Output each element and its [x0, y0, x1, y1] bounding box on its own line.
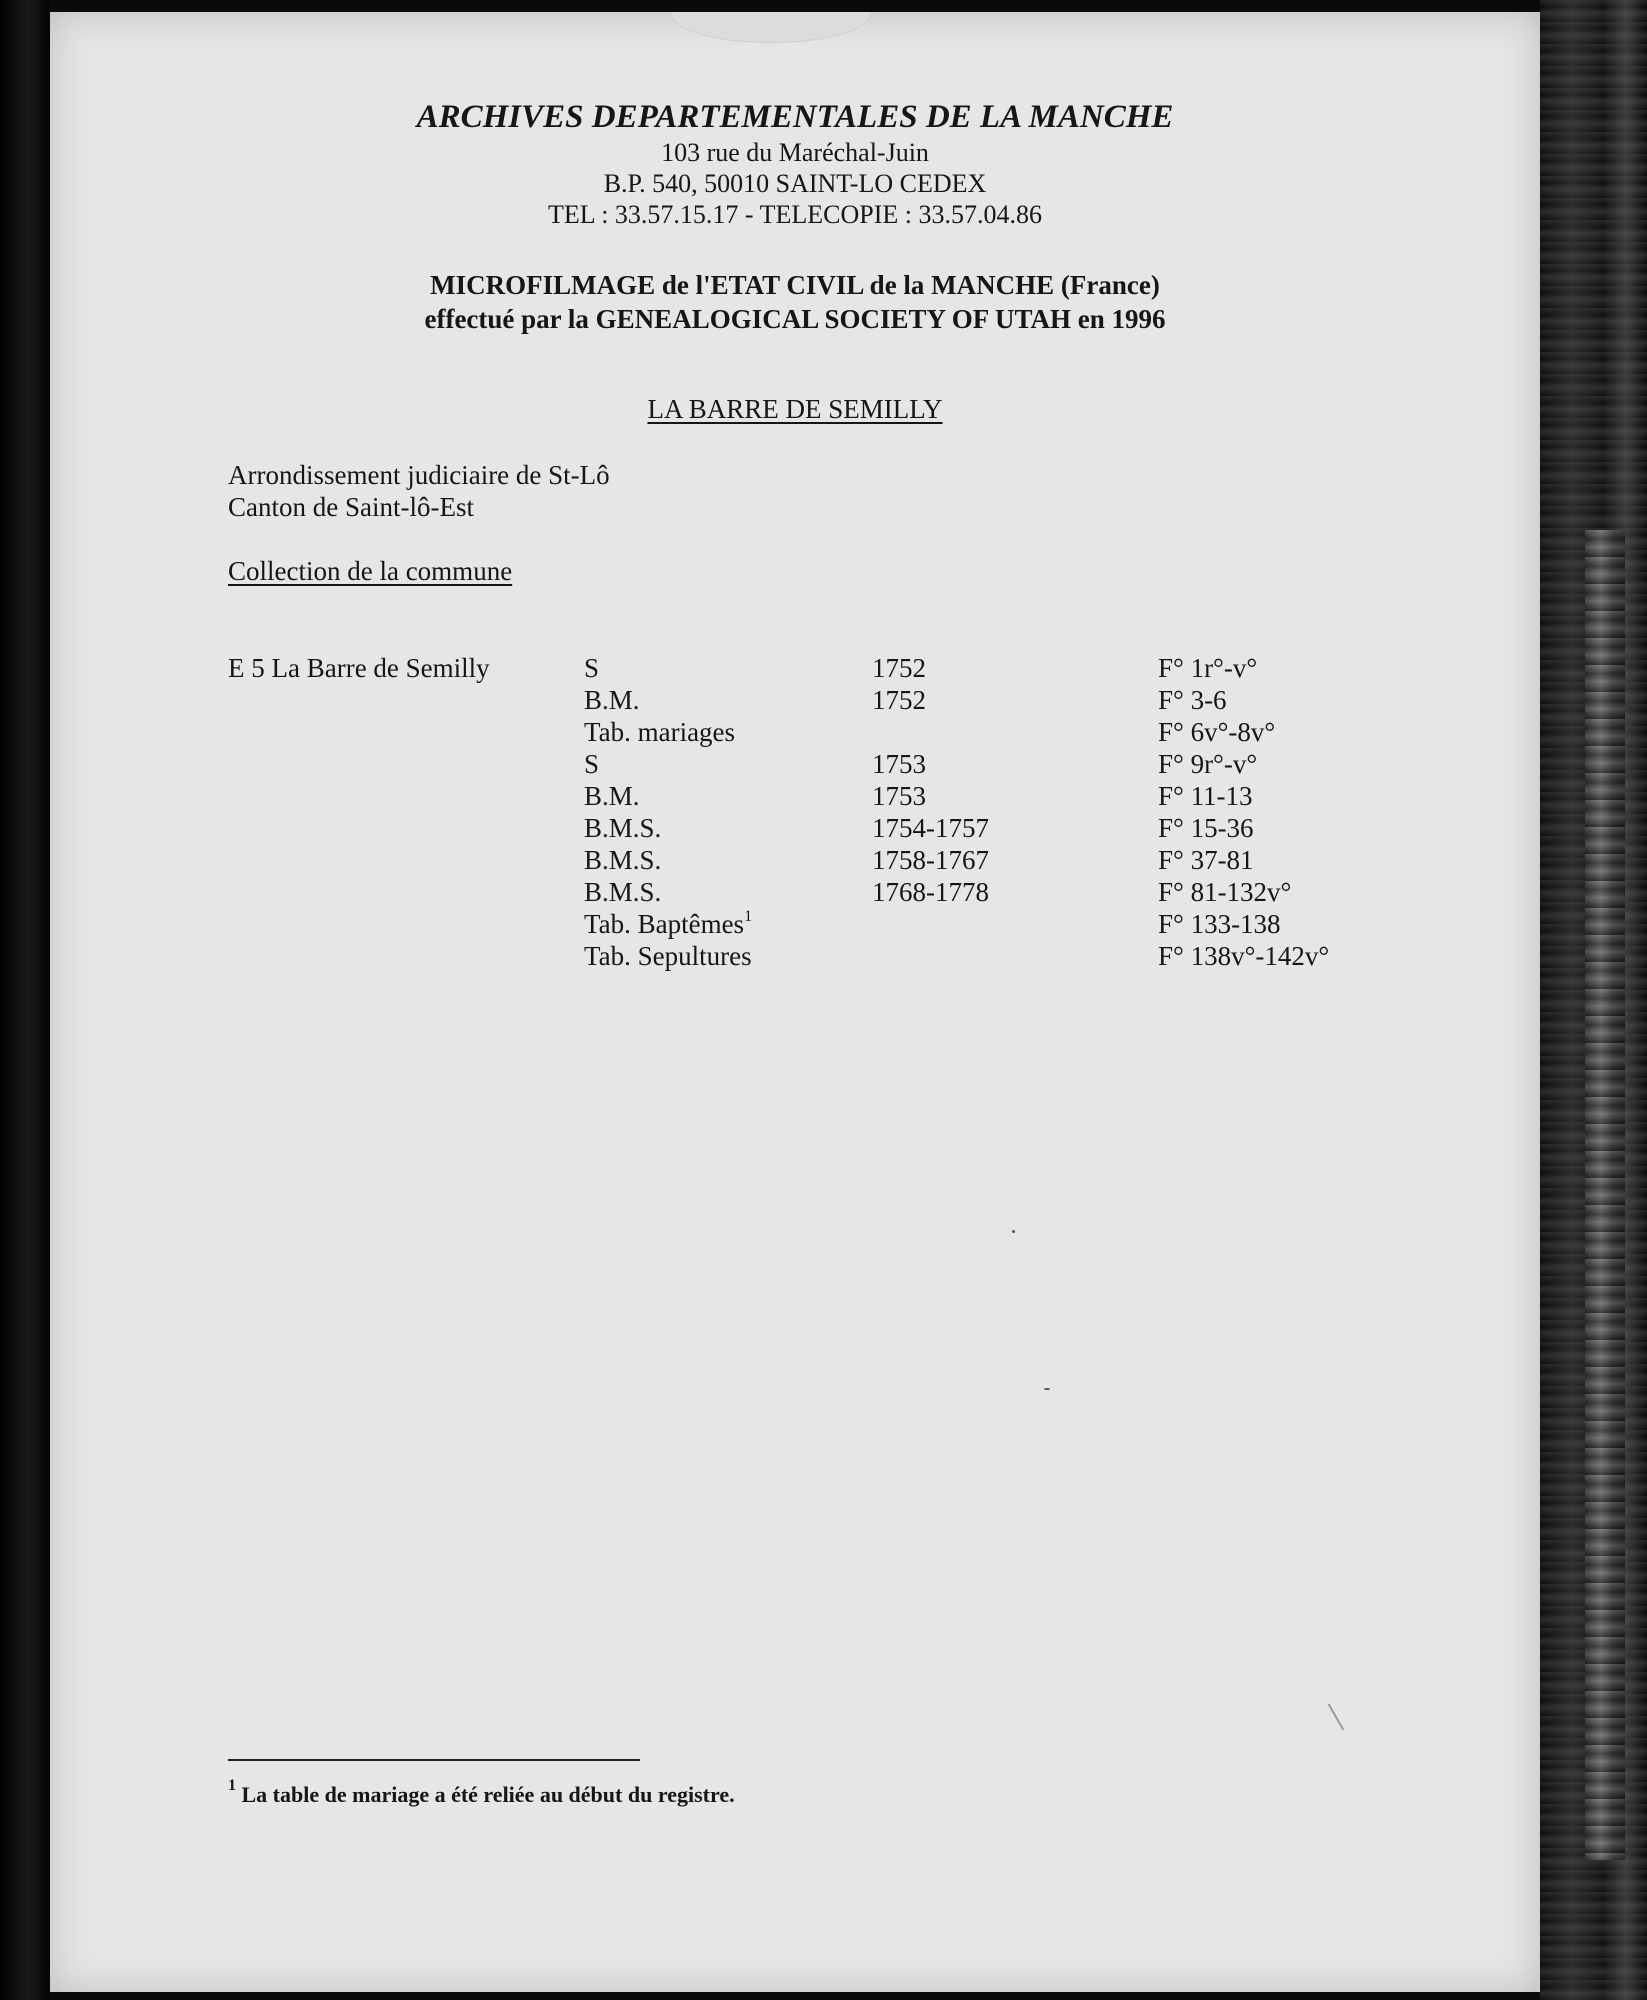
row-years: 1752 [872, 685, 926, 715]
row-folio: F° 6v°-8v° [1158, 717, 1276, 747]
footnote-ref: 1 [744, 908, 753, 925]
row-type: S [584, 749, 600, 779]
footnote-text: La table de mariage a été reliée au début du registre. [241, 1782, 735, 1807]
row-type: B.M.S. [584, 845, 662, 875]
document-page [50, 12, 1540, 1992]
row-folio: F° 9r°-v° [1158, 749, 1258, 779]
row-folio: F° 3-6 [1158, 685, 1227, 715]
row-years: 1768-1778 [872, 877, 989, 907]
commune-title-text: LA BARRE DE SEMILLY [647, 394, 943, 424]
row-folio: F° 138v°-142v° [1158, 941, 1330, 971]
row-folio: F° 37-81 [1158, 845, 1254, 875]
row-years: 1754-1757 [872, 813, 989, 843]
row-type: Tab. mariages [584, 717, 736, 747]
row-years: 1758-1767 [872, 845, 989, 875]
microfilm-line-2: effectué par la GENEALOGICAL SOCIETY OF UTAH en 1996 [424, 304, 1166, 334]
footnote [228, 1777, 735, 1808]
row-years: 1753 [872, 781, 926, 811]
speck [1044, 1388, 1050, 1390]
row-type: S [584, 653, 600, 683]
row-type: B.M.S. [584, 813, 662, 843]
film-edge-strip [1585, 530, 1625, 1860]
footnote-marker: 1 [228, 1777, 236, 1794]
row-folio: F° 11-13 [1158, 781, 1253, 811]
row-years: 1753 [872, 749, 926, 779]
speck [1012, 1230, 1015, 1233]
row-type: B.M. [584, 685, 640, 715]
row-type: Tab. Baptêmes [584, 909, 745, 939]
row-years: 1752 [872, 653, 926, 683]
address-phone: TEL : 33.57.15.17 - TELECOPIE : 33.57.04.86 [548, 200, 1042, 229]
archives-header [50, 97, 1540, 230]
microfilm-line-1: MICROFILMAGE de l'ETAT CIVIL de la MANCHE (France) [430, 270, 1160, 300]
microfilm-block [50, 268, 1540, 336]
footnote-divider [228, 1759, 640, 1761]
archives-title: ARCHIVES DEPARTEMENTALES DE LA MANCHE [416, 99, 1174, 135]
arrondissement-line: Arrondissement judiciaire de St-Lô [228, 460, 610, 490]
film-border-left [0, 0, 50, 2000]
page-notch [670, 12, 872, 43]
row-type: B.M.S. [584, 877, 662, 907]
collection-label: Collection de la commune [228, 556, 513, 586]
address-street: 103 rue du Maréchal-Juin [661, 138, 929, 167]
scratch [1328, 1704, 1345, 1731]
row-type: B.M. [584, 781, 640, 811]
canton-line: Canton de Saint-lô-Est [228, 492, 474, 522]
row-folio: F° 81-132v° [1158, 877, 1292, 907]
row-folio: F° 133-138 [1158, 909, 1281, 939]
row-type: Tab. Sepultures [584, 941, 752, 971]
row-type-with-footnote [584, 908, 752, 940]
commune-title [50, 394, 1540, 425]
row-folio: F° 1r°-v° [1158, 653, 1258, 683]
address-postal: B.P. 540, 50010 SAINT-LO CEDEX [603, 169, 987, 198]
row-folio: F° 15-36 [1158, 813, 1254, 843]
register-code: E 5 La Barre de Semilly [228, 653, 490, 683]
